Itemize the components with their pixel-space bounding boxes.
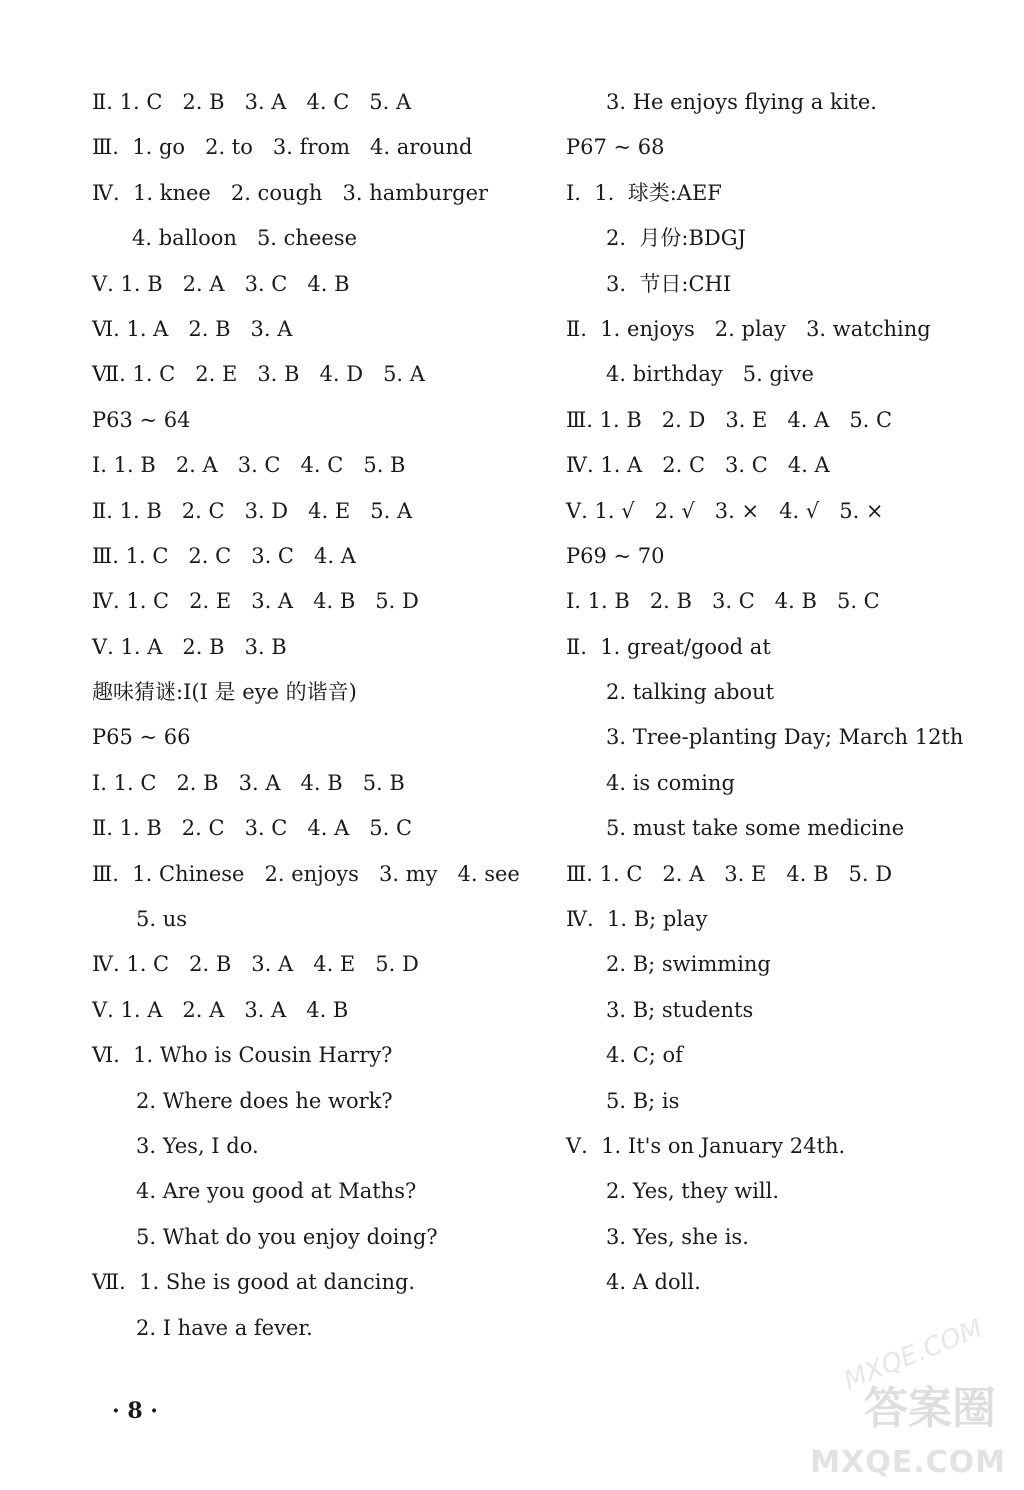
answer-line: 4. birthday 5. give [606, 362, 814, 387]
answer-line: Ⅱ. 1. B 2. C 3. D 4. E 5. A [92, 498, 413, 523]
answer-line: Ⅳ. 1. C 2. B 3. A 4. E 5. D [92, 952, 419, 977]
answer-line: 3. Yes, I do. [136, 1133, 259, 1158]
answer-line: 3. 节日:CHI [606, 271, 732, 296]
answer-line: 5. What do you enjoy doing? [136, 1224, 438, 1249]
answer-line: 2. talking about [606, 680, 775, 705]
answer-line: Ⅴ. 1. A 2. A 3. A 4. B [92, 997, 349, 1022]
answer-line: 5. B; is [606, 1088, 680, 1113]
answer-line: Ⅴ. 1. A 2. B 3. B [92, 634, 287, 659]
answer-line: Ⅵ. 1. A 2. B 3. A [92, 316, 293, 341]
answer-line: 2. 月份:BDGJ [606, 226, 746, 251]
watermark-curve-text: MXQE.COM [839, 1313, 987, 1397]
answer-line: Ⅱ. 1. great/good at [566, 634, 771, 659]
answer-line: 4. C; of [606, 1043, 683, 1068]
answer-line: Ⅳ. 1. C 2. E 3. A 4. B 5. D [92, 589, 419, 614]
answer-line: Ⅶ. 1. She is good at dancing. [92, 1270, 416, 1295]
answer-line: 2. B; swimming [606, 952, 771, 977]
answer-line: Ⅲ. 1. C 2. C 3. C 4. A [92, 543, 356, 568]
answer-line: Ⅲ. 1. go 2. to 3. from 4. around [92, 135, 473, 160]
answer-line: 2. Where does he work? [136, 1088, 393, 1113]
site-watermark [786, 1310, 1006, 1480]
answer-line: 趣味猜谜:I(I 是 eye 的谐音) [92, 680, 357, 705]
answer-line: 5. must take some medicine [606, 816, 905, 841]
answer-line: Ⅱ. 1. enjoys 2. play 3. watching [566, 316, 931, 341]
answer-line: Ⅵ. 1. Who is Cousin Harry? [92, 1043, 393, 1068]
answer-line: 2. Yes, they will. [606, 1179, 780, 1204]
answer-line: 3. Tree-planting Day; March 12th [606, 725, 964, 750]
answer-line: Ⅴ. 1. It's on January 24th. [566, 1133, 846, 1158]
answer-line: Ⅶ. 1. C 2. E 3. B 4. D 5. A [92, 362, 425, 387]
answer-line: P63 ~ 64 [92, 407, 191, 432]
answer-line: P69 ~ 70 [566, 543, 665, 568]
page-number: · 8 · [112, 1398, 158, 1424]
answer-line: Ⅳ. 1. knee 2. cough 3. hamburger [92, 180, 489, 205]
answer-line: 3. Yes, she is. [606, 1224, 749, 1249]
answer-line: Ⅲ. 1. Chinese 2. enjoys 3. my 4. see [92, 861, 520, 886]
answer-line: Ⅳ. 1. A 2. C 3. C 4. A [566, 453, 830, 478]
answer-line: Ⅰ. 1. B 2. A 3. C 4. C 5. B [92, 453, 406, 478]
answer-line: 4. is coming [606, 770, 735, 795]
right-answer-column [566, 80, 996, 1306]
watermark-logo-text: 答案圈 [864, 1383, 996, 1434]
answer-line: Ⅱ. 1. B 2. C 3. C 4. A 5. C [92, 816, 413, 841]
watermark-url: MXQE.COM [810, 1445, 1006, 1480]
answer-line: Ⅱ. 1. C 2. B 3. A 4. C 5. A [92, 90, 412, 114]
answer-line: 4. balloon 5. cheese [132, 226, 358, 251]
answer-line: 4. Are you good at Maths? [136, 1179, 417, 1204]
answer-line: 3. B; students [606, 997, 754, 1022]
answer-line: Ⅴ. 1. √ 2. √ 3. × 4. √ 5. × [566, 498, 884, 523]
left-answer-column [92, 80, 532, 1351]
answer-line: Ⅲ. 1. C 2. A 3. E 4. B 5. D [566, 861, 893, 886]
answer-line: Ⅲ. 1. B 2. D 3. E 4. A 5. C [566, 407, 893, 432]
answer-line: Ⅳ. 1. B; play [566, 907, 708, 932]
answer-line: Ⅴ. 1. B 2. A 3. C 4. B [92, 271, 350, 296]
answer-line: Ⅰ. 1. B 2. B 3. C 4. B 5. C [566, 589, 880, 614]
answer-line: 5. us [136, 907, 188, 932]
answer-line: P65 ~ 66 [92, 725, 191, 750]
answer-line: P67 ~ 68 [566, 135, 665, 160]
answer-line: 3. He enjoys flying a kite. [606, 90, 877, 114]
answer-line: 2. I have a fever. [136, 1315, 313, 1340]
answer-line: 4. A doll. [606, 1270, 701, 1295]
answer-line: Ⅰ. 1. 球类:AEF [566, 180, 722, 205]
answer-line: Ⅰ. 1. C 2. B 3. A 4. B 5. B [92, 770, 405, 795]
